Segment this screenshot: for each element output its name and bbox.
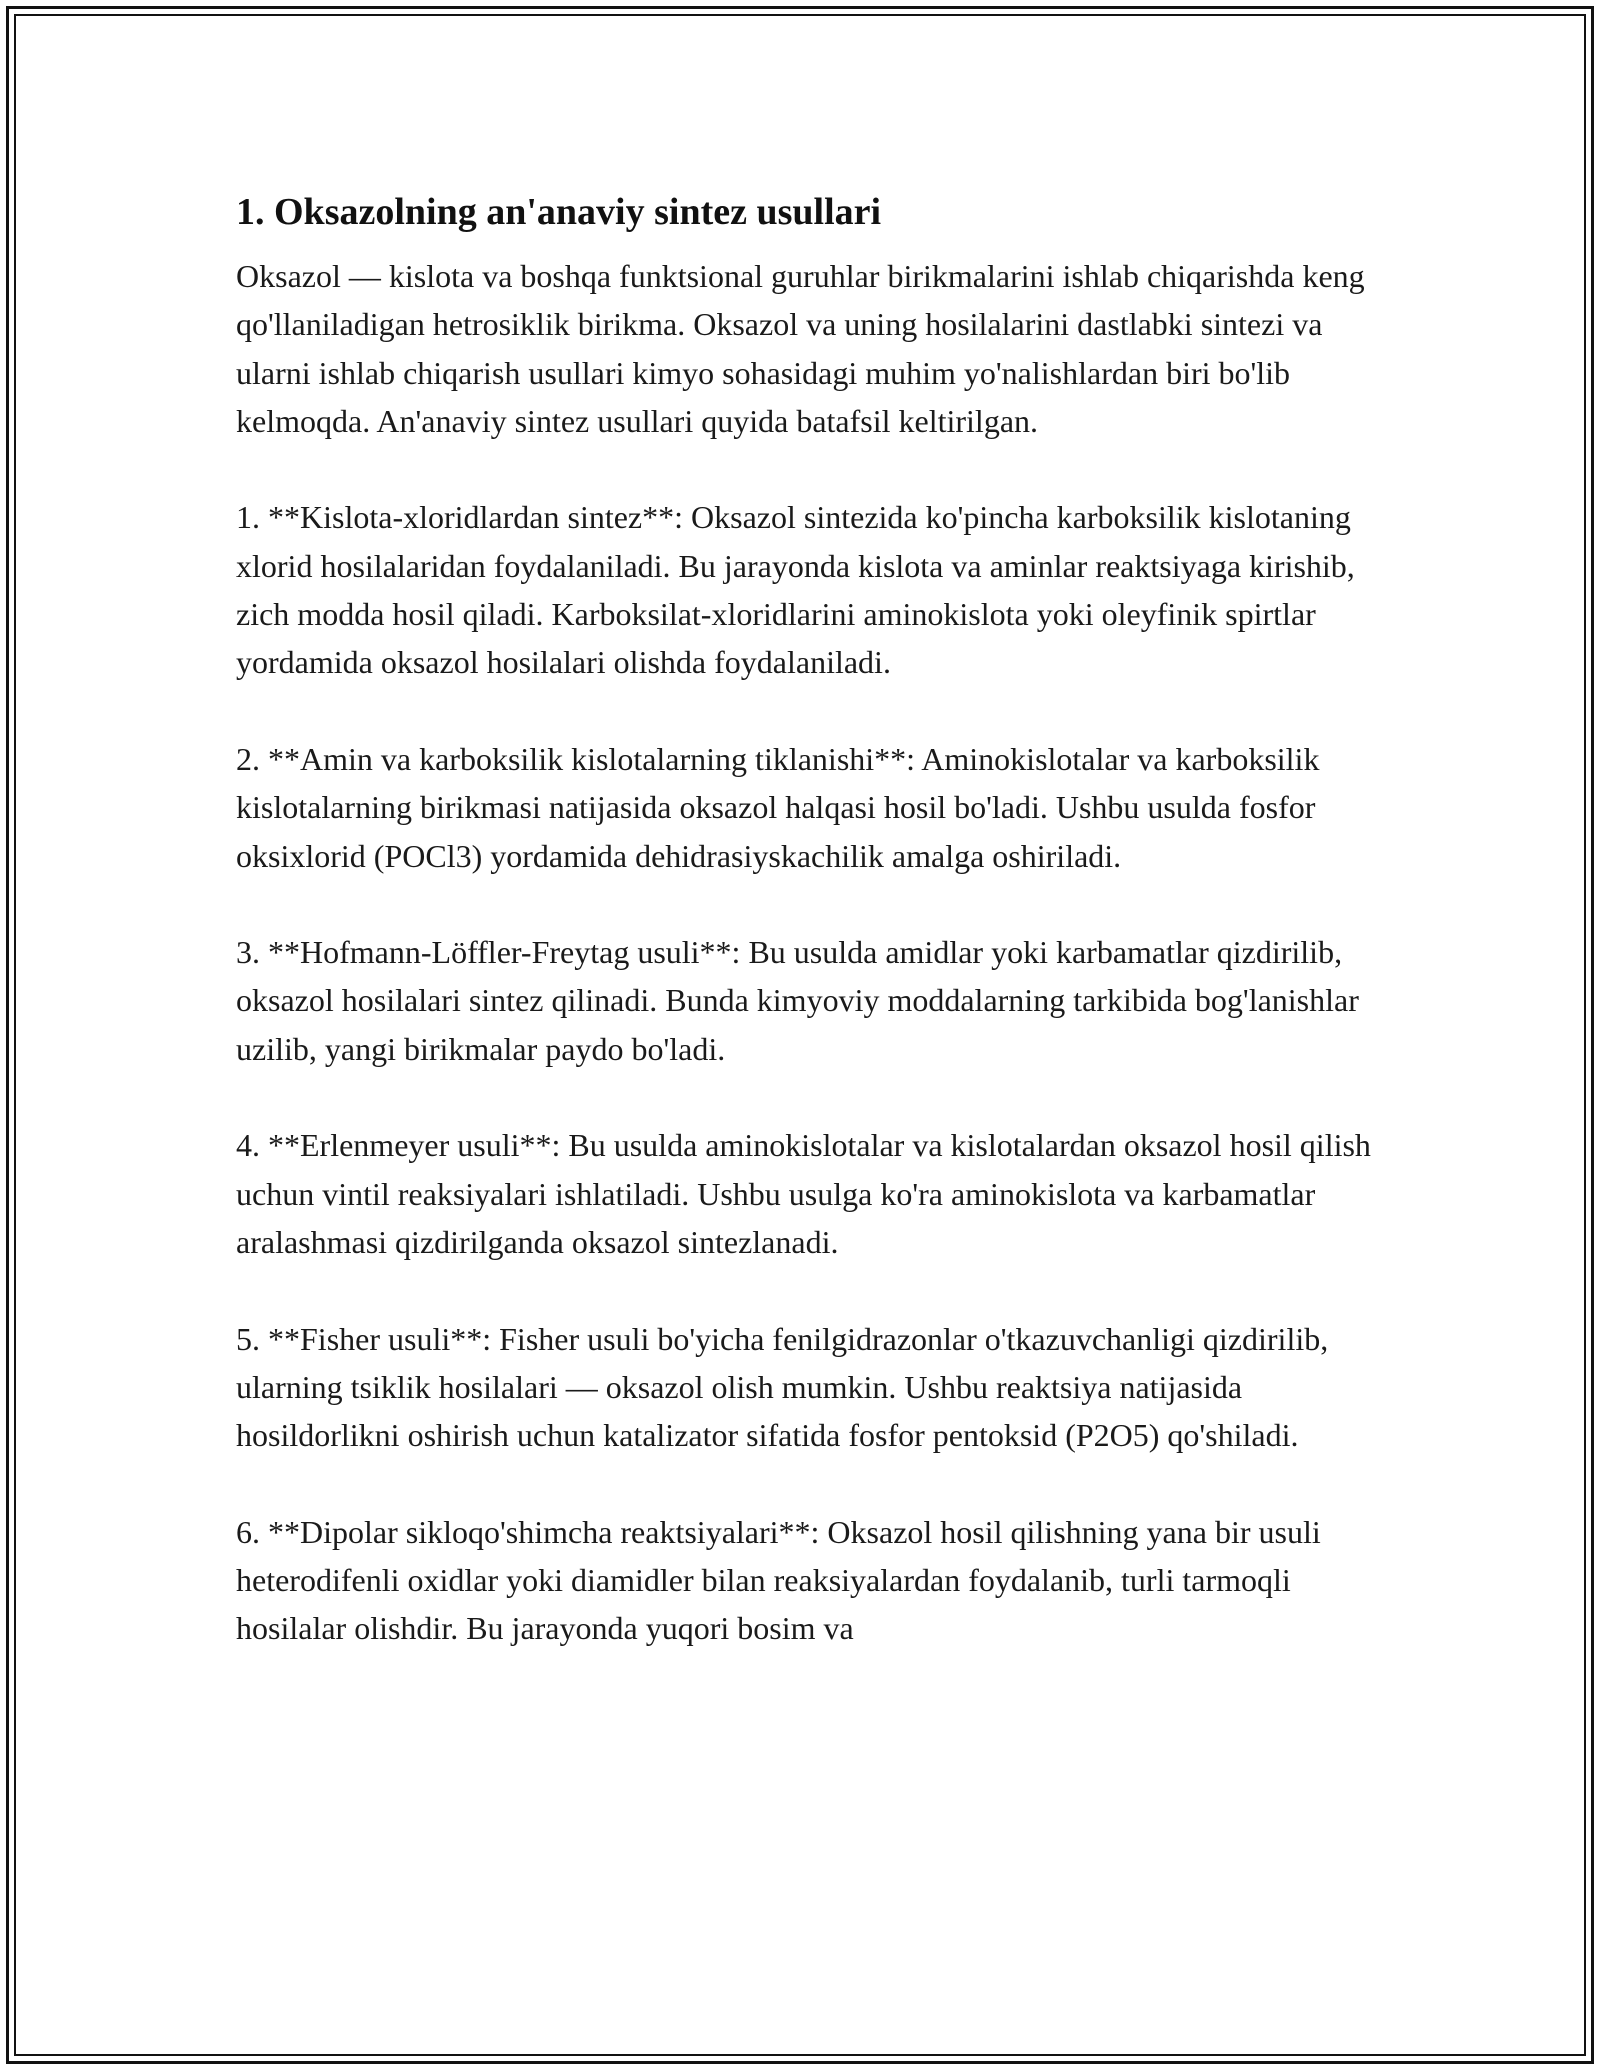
- method-3-paragraph: 3. **Hofmann-Löffler-Freytag usuli**: Bu usulda amidlar yoki karbamatlar qizdirilib, oksazol hosilalari sintez qilinadi. Bunda kimyoviy moddalarning tarkibida bog'lanishlar uzilib, yangi birikmalar paydo bo'ladi.: [236, 934, 1359, 1067]
- document-body: [236, 184, 1376, 1653]
- method-6-paragraph: 6. **Dipolar sikloqo'shimcha reaktsiyalari**: Oksazol hosil qilishning yana bir usuli heterodifenli oxidlar yoki diamidler bilan reaksiyalardan foydalanib, turli tarmoqli hosilalar olishdir. Bu jarayonda yuqori bosim va: [236, 1513, 1321, 1647]
- method-2-paragraph: 2. **Amin va karboksilik kislotalarning tiklanishi**: Aminokislotalar va karboksilik kislotalarning birikmasi natijasida oksazol halqasi hosil bo'ladi. Ushbu usulda fosfor oksixlorid (POCl3) yordamida dehidrasiyskachilik amalga oshiriladi.: [236, 740, 1320, 874]
- method-4-paragraph: 4. **Erlenmeyer usuli**: Bu usulda aminokislotalar va kislotalardan oksazol hosil qilish uchun vintil reaksiyalari ishlatiladi. Ushbu usulga ko'ra aminokislota va karbamatlar aralashmasi qizdirilganda oksazol sintezlanadi.: [236, 1127, 1371, 1260]
- method-1-paragraph: 1. **Kislota-xloridlardan sintez**: Oksazol sintezida ko'pincha karboksilik kislotaning xlorid hosilalaridan foydalaniladi. Bu jarayonda kislota va aminlar reaktsiyaga kirishib, zich modda hosil qiladi. Karboksilat-xloridlarini aminokislota yoki oleyfinik spirtlar yordamida oksazol hosilalari olishda foydalaniladi.: [236, 499, 1355, 681]
- page-title: 1. Oksazolning an'anaviy sintez usullari: [236, 191, 882, 233]
- intro-paragraph: Oksazol — kislota va boshqa funktsional guruhlar birikmalarini ishlab chiqarishda keng qo'llaniladigan hetrosiklik birikma. Oksazol va uning hosilalarini dastlabki sintezi va ularni ishlab chiqarish usullari kimyo sohasidagi muhim yo'nalishlardan biri bo'lib kelmoqda. An'anaviy sintez usullari quyida batafsil keltirilgan.: [236, 258, 1365, 439]
- method-5-paragraph: 5. **Fisher usuli**: Fisher usuli bo'yicha fenilgidrazonlar o'tkazuvchanligi qizdirilib, ularning tsiklik hosilalari — oksazol olish mumkin. Ushbu reaktsiya natijasida hosildorlikni oshirish uchun katalizator sifatida fosfor pentoksid (P2O5) qo'shiladi.: [236, 1320, 1329, 1454]
